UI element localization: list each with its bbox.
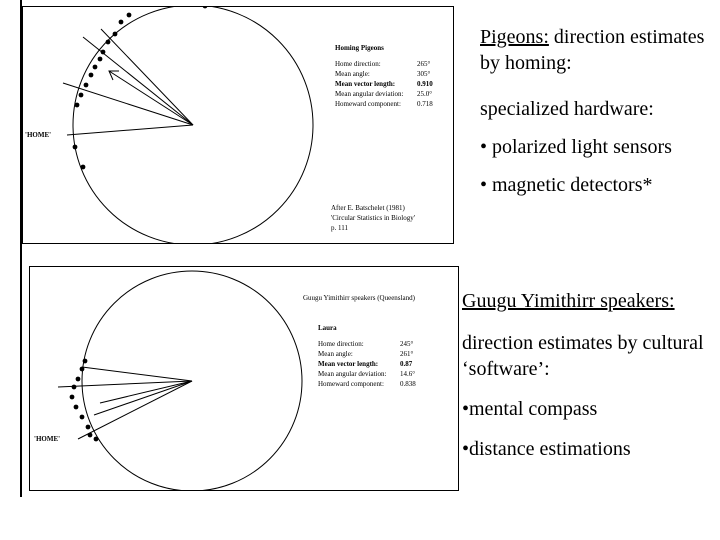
pigeon-data-point (79, 93, 84, 98)
guugu-data-point (83, 359, 88, 364)
guugu-direction-line: direction estimates by cultural ‘software’: (462, 332, 704, 380)
guugu-data-point (88, 433, 93, 438)
pigeon-circular-plot (22, 6, 454, 244)
pigeon-stats-block (335, 43, 433, 109)
pigeon-stats-title: Homing Pigeons (335, 44, 384, 52)
pigeon-data-point (89, 73, 94, 78)
guugu-circular-plot (29, 266, 459, 491)
pigeon-data-point (203, 7, 208, 8)
guugu-stats-block (318, 323, 416, 389)
guugu-stats-title: Laura (318, 324, 337, 332)
guugu-home-line (78, 381, 192, 439)
pigeon-data-point (93, 65, 98, 70)
guugu-vector-line (82, 367, 192, 381)
citation: After E. Batschelet (1981) 'Circular Statistics in Biology' p. 111 (331, 204, 415, 232)
guugu-header: Guugu Yimithirr speakers (Queensland) (303, 294, 415, 302)
pigeon-data-point (84, 83, 89, 88)
guugu-data-point (86, 425, 91, 430)
guugu-stat-row: Home direction: 245° (318, 340, 414, 348)
pigeon-data-point (127, 13, 132, 18)
pigeon-data-point (73, 145, 78, 150)
guugu-data-point (72, 385, 77, 390)
guugu-data-point (94, 437, 99, 442)
pigeon-stat-row: Mean angle: 305° (335, 70, 431, 78)
pigeon-vector-line (83, 37, 193, 125)
pigeon-home-label: 'HOME' (25, 131, 52, 139)
pigeon-mean-vector (109, 71, 193, 125)
pigeon-data-point (119, 20, 124, 25)
pigeon-data-point (101, 50, 106, 55)
pigeon-data-point (106, 40, 111, 45)
pigeon-data-point (81, 165, 86, 170)
guugu-text-panel (462, 288, 720, 462)
guugu-home-label: 'HOME' (34, 435, 61, 443)
guugu-stat-row: Mean vector length: 0.87 (318, 360, 413, 368)
pigeon-home-line (67, 125, 193, 135)
guugu-bullet-compass: •mental compass (462, 398, 598, 420)
pigeons-text-panel (480, 24, 716, 198)
pigeons-bullet-magnetic: • magnetic detectors* (480, 174, 653, 196)
pigeons-bullet-polarized: • polarized light sensors (480, 136, 672, 158)
pigeon-data-point (113, 32, 118, 37)
guugu-data-point (76, 377, 81, 382)
guugu-data-point (74, 405, 79, 410)
pigeon-data-point (98, 57, 103, 62)
guugu-stat-row: Mean angle: 261° (318, 350, 414, 358)
guugu-heading: Guugu Yimithirr speakers: (462, 290, 675, 312)
pigeon-stat-row: Mean vector length: 0.910 (335, 80, 433, 88)
pigeon-stat-row: Home direction: 265° (335, 60, 431, 68)
pigeon-stat-row: Homeward component: 0.718 (335, 100, 433, 108)
guugu-stat-row: Homeward component: 0.838 (318, 380, 416, 388)
guugu-bullet-distance: •distance estimations (462, 438, 631, 460)
pigeon-stat-row: Mean angular deviation: 25.0° (335, 90, 433, 98)
guugu-data-point (80, 367, 85, 372)
guugu-data-point (70, 395, 75, 400)
pigeons-hardware-line: specialized hardware: (480, 98, 654, 120)
guugu-data-point (80, 415, 85, 420)
guugu-stat-row: Mean angular deviation: 14.6° (318, 370, 416, 378)
pigeon-data-point (75, 103, 80, 108)
pigeons-heading: Pigeons: direction estimates by homing: (480, 26, 705, 74)
guugu-vector-line (94, 381, 192, 415)
